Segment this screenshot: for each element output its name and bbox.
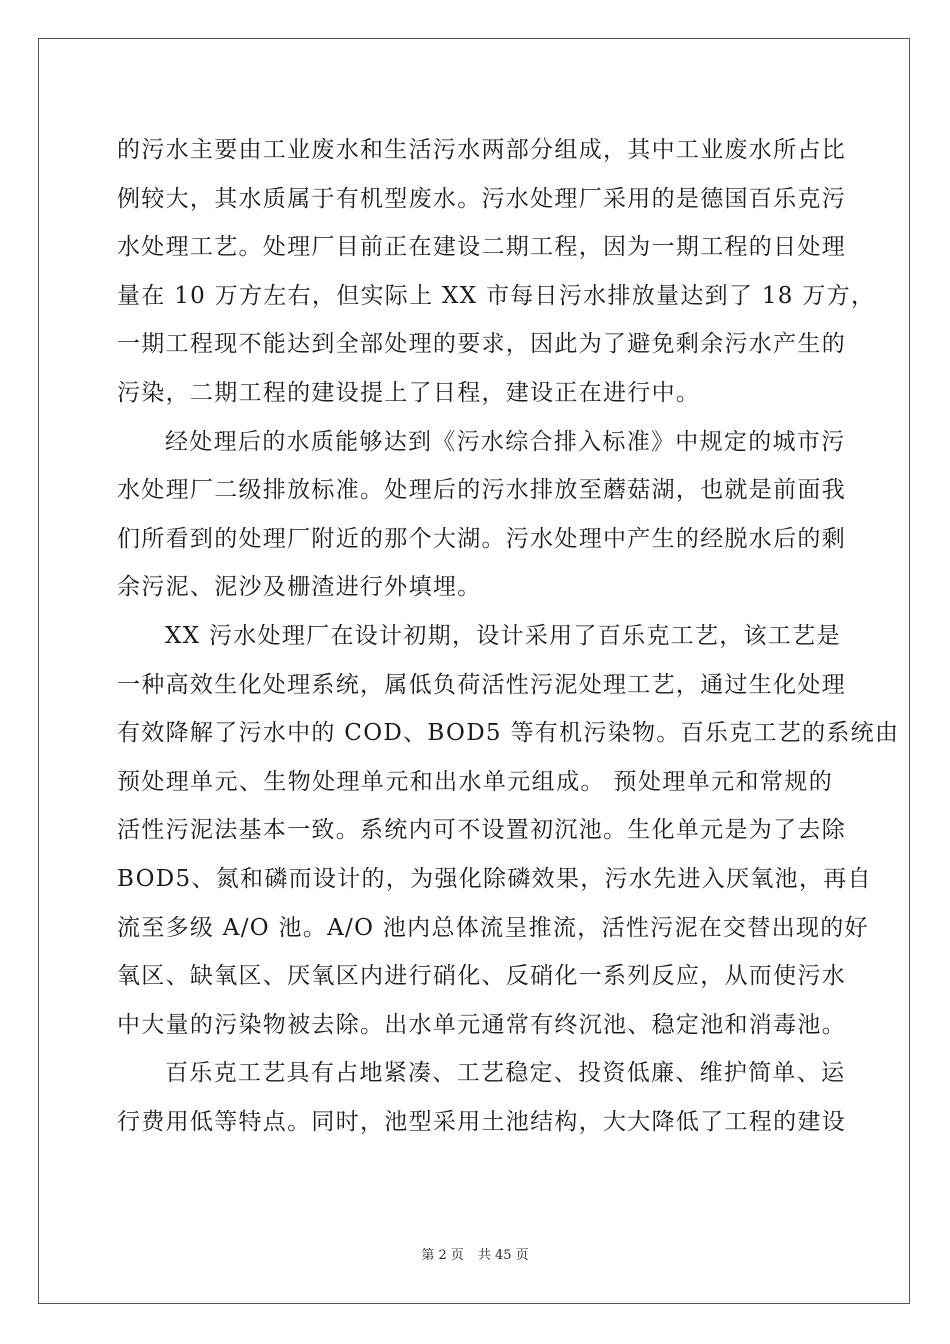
text-line: 们所看到的处理厂附近的那个大湖。污水处理中产生的经脱水后的剩 bbox=[117, 525, 846, 552]
text-line: 预处理单元、生物处理单元和出水单元组成。 预处理单元和常规的 bbox=[117, 768, 833, 795]
text-line: 有效降解了污水中的 COD、BOD5 等有机污染物。百乐克工艺的系统由 bbox=[117, 720, 900, 747]
text-line: 水处理厂二级排放标准。处理后的污水排放至蘑菇湖，也就是前面我 bbox=[117, 477, 846, 504]
paragraph-1 bbox=[117, 126, 876, 418]
text-line: 余污泥、泥沙及栅渣进行外填埋。 bbox=[117, 574, 482, 601]
text-line: 经处理后的水质能够达到《污水综合排入标准》中规定的城市污 bbox=[165, 428, 846, 455]
text-line: 一期工程现不能达到全部处理的要求，因此为了避免剩余污水产生的 bbox=[117, 331, 846, 358]
paragraph-3 bbox=[117, 612, 900, 1049]
page-footer bbox=[0, 1244, 950, 1263]
text-line: 百乐克工艺具有占地紧凑、工艺稳定、投资低廉、维护简单、运 bbox=[165, 1060, 846, 1087]
text-line: 一种高效生化处理系统，属低负荷活性污泥处理工艺，通过生化处理 bbox=[117, 671, 846, 698]
text-line: 水处理工艺。处理厂目前正在建设二期工程，因为一期工程的日处理 bbox=[117, 234, 846, 261]
text-line: 氧区、缺氧区、厌氧区内进行硝化、反硝化一系列反应，从而使污水 bbox=[117, 963, 846, 990]
text-line: 活性污泥法基本一致。系统内可不设置初沉池。生化单元是为了去除 bbox=[117, 817, 846, 844]
text-line: 量在 10 万方左右，但实际上 XX 市每日污水排放量达到了 18 万方， bbox=[117, 282, 876, 309]
text-line: BOD5、氮和磷而设计的，为强化除磷效果，污水先进入厌氧池，再自 bbox=[117, 865, 872, 892]
paragraph-2 bbox=[117, 418, 846, 612]
document-body bbox=[117, 126, 900, 1146]
text-line: 流至多级 A/O 池。A/O 池内总体流呈推流，活性污泥在交替出现的好 bbox=[117, 914, 869, 941]
page-total: 共 45 页 bbox=[477, 1248, 529, 1263]
text-line: 的污水主要由工业废水和生活污水两部分组成，其中工业废水所占比 bbox=[117, 137, 846, 163]
text-line: 行费用低等特点。同时，池型采用土池结构，大大降低了工程的建设 bbox=[117, 1108, 846, 1135]
text-line: 污染，二期工程的建设提上了日程，建设正在进行中。 bbox=[117, 379, 701, 406]
text-line: XX 污水处理厂在设计初期，设计采用了百乐克工艺，该工艺是 bbox=[165, 622, 841, 649]
text-line: 例较大，其水质属于有机型废水。污水处理厂采用的是德国百乐克污 bbox=[117, 185, 846, 212]
paragraph-4 bbox=[117, 1049, 846, 1146]
text-line: 中大量的污染物被去除。出水单元通常有终沉池、稳定池和消毒池。 bbox=[117, 1011, 846, 1038]
page-number: 第 2 页 bbox=[421, 1248, 464, 1263]
